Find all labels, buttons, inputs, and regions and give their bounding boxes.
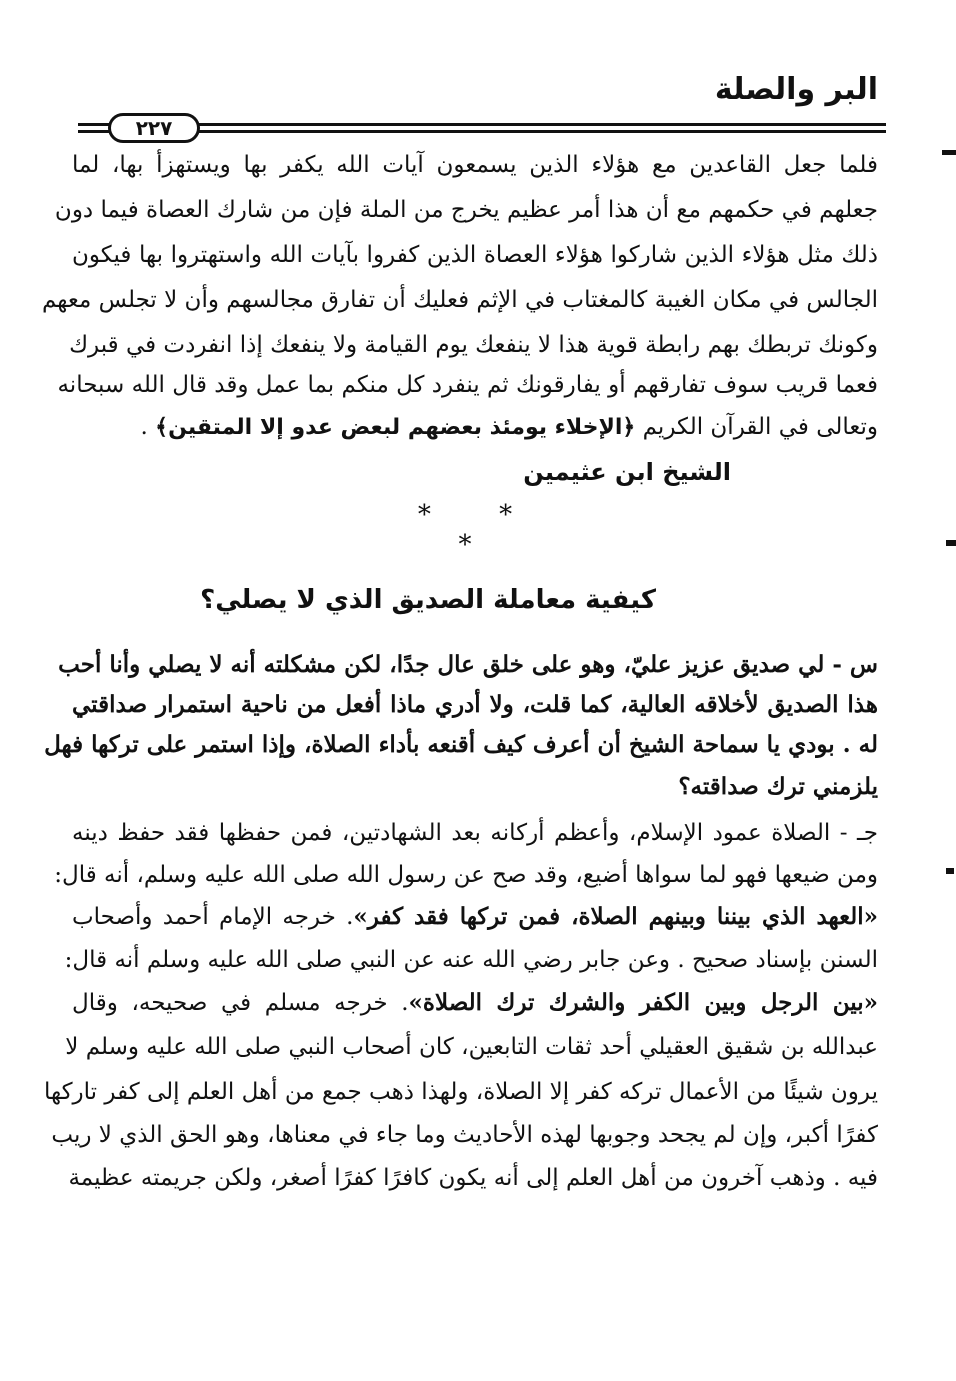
paragraph-line: ذلك مثل هؤلاء الذين شاركوا هؤلاء العصاة الذين كفروا بآيات الله واستهتروا بها فيكون (72, 242, 878, 268)
text-run: . خرجه الإمام أحمد وأصحاب (72, 904, 354, 930)
paragraph-line: فلما جعل القاعدين مع هؤلاء الذين يسمعون آيات الله يكفر بها ويستهزأ بها، لما (72, 152, 878, 178)
answer-line: ومن ضيعها فهو لما سواها أضيع، وقد صح عن رسول الله صلى الله عليه وسلم، أنه قال: (54, 862, 878, 888)
quran-verse: ﴿الإخلاء يومئذ بعضهم لبعض عدو إلا المتقين﴾ (155, 415, 636, 440)
running-title: البر والصلة (714, 72, 878, 107)
paragraph-line: جعلهم في حكمهم مع أن هذا أمر عظيم يخرج من الملة فإن من شارك العصاة فيما دون (54, 197, 878, 223)
scan-mark (946, 540, 956, 546)
separator-stars: * * * (417, 500, 543, 560)
scan-mark (946, 868, 954, 874)
paragraph-line (72, 412, 878, 443)
signature: الشيخ ابن عثيمين (523, 458, 731, 486)
answer-line: كفرًا أكبر، وإن لم يجحد وجوبها لهذه الأحاديث وما جاء في معناها، وهو الحق الذي لا ريب (51, 1122, 878, 1148)
scan-mark (942, 150, 956, 155)
page-number: ٢٢٧ (108, 113, 200, 143)
hadith-quote: «العهد الذي بيننا وبينهم الصلاة، فمن تركها فقد كفر» (353, 903, 878, 930)
paragraph-line: فعما قريب سوف تفارقهم أو يفارقونك ثم ينفرد كل منكم بما عمل وقد قال الله سبحانه (57, 372, 878, 398)
answer-line (72, 902, 878, 932)
text-run: . خرجه مسلم في صحيحه، وقال (72, 990, 409, 1016)
answer-line: يرون شيئًا من الأعمال تركه كفر إلا الصلاة، ولهذا ذهب جمع من أهل العلم إلى كفر تاركها (44, 1079, 878, 1105)
question-line: له . بودي يا سماحة الشيخ أن أعرف كيف أقنعه بأداء الصلاة، وإذا استمر على تركها فهل (44, 731, 878, 758)
text-run: وتعالى في القرآن الكريم (635, 414, 878, 440)
answer-line: فيه . وذهب آخرون من أهل العلم إلى أنه يكون كافرًا كفرًا أصغر، ولكن جريمته عظيمة (68, 1165, 878, 1191)
question-line: هذا الصديق لأخلاقه العالية، كما قلت، ولا أدري ماذا أفعل من ناحية استمرار صداقتي (72, 691, 878, 718)
answer-line: جـ - الصلاة عمود الإسلام، وأعظم أركانه بعد الشهادتين، فمن حفظها فقد حفظ دينه (72, 820, 878, 846)
answer-line (72, 988, 878, 1018)
paragraph-line: الجالس في مكان الغيبة كالمغتاب في الإثم فعليك أن تفارق مجالسهم وأن لا تجلس معهم (42, 287, 878, 313)
answer-line: السنن بإسناد صحيح . وعن جابر رضي الله عنه عن النبي صلى الله عليه وسلم أنه قال: (64, 947, 878, 973)
question-line: س - لي صديق عزيز عليّ، وهو على خلق عال جدًا، لكن مشكلته أنه لا يصلي وأنا أحب (58, 651, 878, 678)
hadith-quote: «بين الرجل وبين الكفر والشرك ترك الصلاة» (408, 989, 878, 1016)
question-line: يلزمني ترك صداقته؟ (678, 773, 878, 800)
answer-line: عبدالله بن شقيق العقيلي أحد ثقات التابعين، كان أصحاب النبي صلى الله عليه وسلم لا (65, 1034, 878, 1060)
section-heading: كيفية معاملة الصديق الذي لا يصلي؟ (200, 585, 656, 615)
paragraph-line: وكونك تربطك بهم رابطة قوية هذا لا ينفعك يوم القيامة ولا ينفعك إذا انفردت في قبرك (69, 332, 878, 358)
text-run: . (140, 414, 156, 440)
header-rule (78, 115, 886, 145)
